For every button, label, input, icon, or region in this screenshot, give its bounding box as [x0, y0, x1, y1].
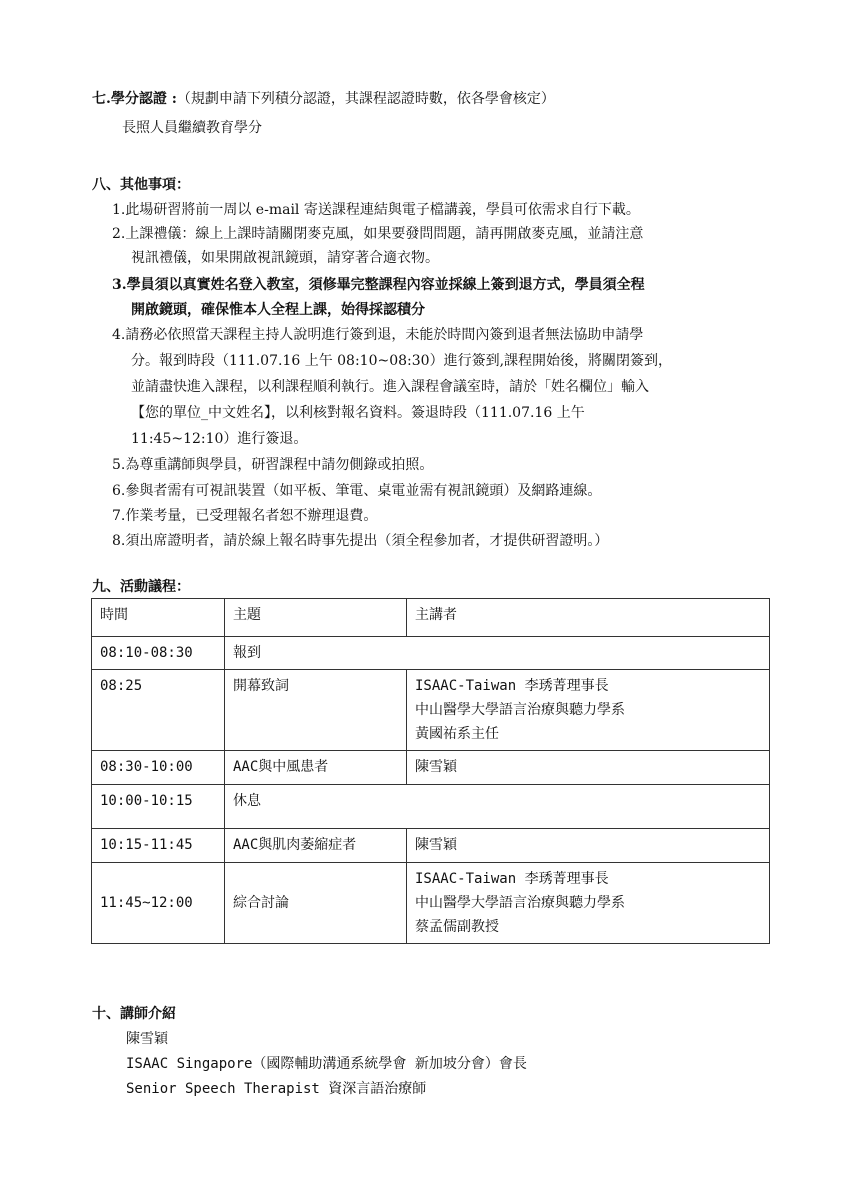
row-speaker: 陳雪穎 — [407, 829, 770, 863]
header-topic: 主題 — [225, 599, 407, 637]
table-row — [92, 751, 770, 785]
instructor-name: 陳雪穎 — [126, 1031, 168, 1047]
row-topic: AAC與肌肉萎縮症者 — [225, 829, 407, 863]
table-row — [92, 785, 770, 829]
speaker-line: ISAAC-Taiwan 李琇菁理事長 — [415, 678, 609, 694]
row-topic: 綜合討論 — [225, 863, 407, 944]
item-text: 為尊重講師與學員，研習課程中請勿側錄或拍照。 — [125, 457, 434, 473]
header-time: 時間 — [92, 599, 225, 637]
table-row — [92, 829, 770, 863]
list-item — [112, 530, 608, 550]
item-text: 學員須以真實姓名登入教室，須修畢完整課程內容並採線上簽到退方式，學員須全程 — [126, 277, 645, 293]
row-speaker — [407, 670, 770, 751]
row-time: 10:00-10:15 — [92, 785, 225, 829]
item-text: 上課禮儀：線上上課時請關閉麥克風，如果要發問問題，請再開啟麥克風，並請注意 — [125, 226, 644, 242]
item-number: 5. — [112, 457, 126, 473]
list-item — [112, 223, 643, 243]
row-topic: 休息 — [225, 785, 770, 829]
row-topic: 報到 — [225, 637, 770, 670]
row-topic: AAC與中風患者 — [225, 751, 407, 785]
list-item — [112, 480, 601, 500]
row-time: 11:45~12:00 — [92, 863, 225, 944]
item-number: 3. — [112, 277, 127, 293]
item-text: 此場研習將前一周以 e-mail 寄送課程連結與電子檔講義，學員可依需求自行下載。 — [125, 202, 640, 218]
item-continuation: 開啟鏡頭，確保惟本人全程上課，始得採認積分 — [131, 302, 425, 318]
agenda-table — [91, 598, 770, 944]
item-continuation: 11:45~12:10）進行簽退。 — [131, 431, 308, 447]
item-text: 請務必依照當天課程主持人說明進行簽到退，未能於時間內簽到退者無法協助申請學 — [125, 327, 644, 343]
item-number: 2. — [112, 226, 126, 242]
row-time: 08:25 — [92, 670, 225, 751]
item-text: 須出席證明者，請於線上報名時事先提出（須全程參加者，才提供研習證明。） — [125, 533, 609, 549]
section7-heading: 七.學分認證 : — [92, 91, 177, 107]
list-item — [112, 505, 377, 525]
item-continuation: 並請盡快進入課程，以利課程順利執行。進入課程會議室時，請於「姓名欄位」輸入 — [131, 379, 649, 395]
speaker-line: ISAAC-Taiwan 李琇菁理事長 — [415, 871, 609, 887]
list-item — [112, 199, 640, 219]
item-continuation: 【您的單位_中文姓名】，以利核對報名資料。簽退時段（111.07.16 上午 — [131, 405, 585, 421]
section7-heading-row — [92, 88, 555, 108]
item-number: 7. — [112, 508, 126, 524]
row-topic: 開幕致詞 — [225, 670, 407, 751]
item-number: 1. — [112, 202, 126, 218]
section10-heading: 十、講師介紹 — [92, 1006, 176, 1022]
table-row — [92, 863, 770, 944]
row-time: 08:10-08:30 — [92, 637, 225, 670]
row-speaker: 陳雪穎 — [407, 751, 770, 785]
list-item — [112, 454, 433, 474]
instructor-role: Senior Speech Therapist 資深言語治療師 — [126, 1081, 427, 1097]
row-time: 08:30-10:00 — [92, 751, 225, 785]
item-text: 參與者需有可視訊裝置（如平板、筆電、桌電並需有視訊鏡頭）及網路連線。 — [125, 483, 602, 499]
speaker-line: 中山醫學大學語言治療與聽力學系 — [415, 702, 625, 718]
header-speaker: 主講者 — [407, 599, 770, 637]
speaker-line: 黃國祐系主任 — [415, 726, 499, 742]
speaker-line: 蔡孟儒副教授 — [415, 919, 499, 935]
item-continuation: 視訊禮儀，如果開啟視訊鏡頭，請穿著合適衣物。 — [131, 250, 439, 266]
section8-heading: 八、其他事項： — [92, 177, 190, 193]
table-row — [92, 637, 770, 670]
section9-heading: 九、活動議程： — [92, 579, 190, 595]
speaker-line: 中山醫學大學語言治療與聽力學系 — [415, 895, 625, 911]
instructor-title: ISAAC Singapore（國際輔助溝通系統學會 新加坡分會）會長 — [126, 1056, 527, 1072]
item-continuation: 分。報到時段（111.07.16 上午 08:10~08:30）進行簽到,課程開始後，將關閉簽到， — [131, 353, 673, 369]
table-row — [92, 670, 770, 751]
item-number: 4. — [112, 327, 126, 343]
table-header-row — [92, 599, 770, 637]
row-speaker — [407, 863, 770, 944]
item-text: 作業考量，已受理報名者恕不辦理退費。 — [125, 508, 378, 524]
item-number: 6. — [112, 483, 126, 499]
list-item — [112, 274, 645, 294]
row-time: 10:15-11:45 — [92, 829, 225, 863]
section7-line: 長照人員繼續教育學分 — [122, 120, 262, 136]
list-item — [112, 324, 643, 344]
item-number: 8. — [112, 533, 126, 549]
section7-note: （規劃申請下列積分認證，其課程認證時數，依各學會核定） — [176, 91, 555, 107]
